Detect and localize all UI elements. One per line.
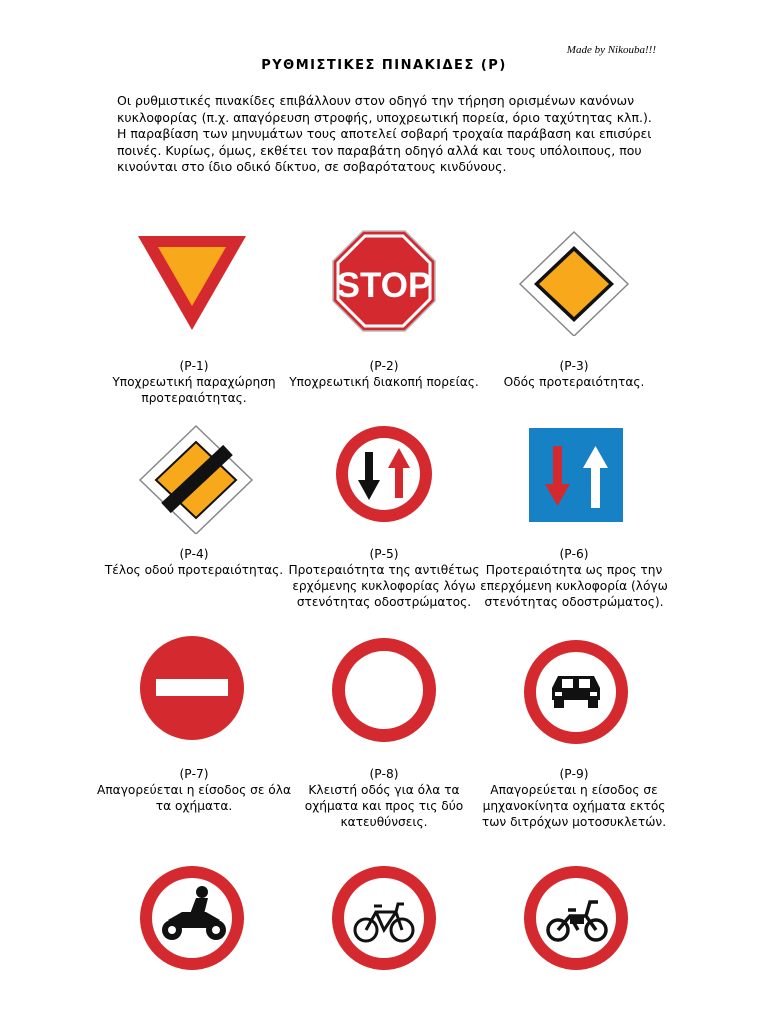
yield-sign-icon: [128, 226, 256, 336]
oncoming-priority-sign-icon: [320, 418, 448, 528]
sign-caption-p6: (Ρ-6) Προτεραιότητα ως προς την επερχόμενη κυκλοφορία (λόγω στενότητας οδοστρώματος).: [480, 547, 668, 609]
no-motorcycles-sign-icon: [128, 862, 256, 972]
priority-over-oncoming-sign-icon: [512, 422, 640, 532]
no-entry-sign-icon: [128, 634, 256, 744]
sign-caption-p5: (Ρ-5) Προτεραιότητα της αντιθέτως ερχόμενης κυκλοφορίας λόγω στενότητας οδοστρώματος.: [288, 547, 480, 609]
intro-paragraph: Οι ρυθμιστικές πινακίδες επιβάλλουν στον οδηγό την τήρηση ορισμένων κανόνων κυκλοφορίας (π.χ. απαγόρευση στροφής, υποχρεωτική πορεία, όριο ταχύτητας κλπ.). Η παραβίαση των μηνυμάτων τους αποτελεί σοβαρή τροχαία παράβαση και επισύρει ποινές. Κυρίως, όμως, εκθέτει τον παραβάτη οδηγό αλλά και τους υπόλοιπους, που κινούνται στο ίδιο οδικό δίκτυο, σε σοβαρότατους κινδύνους.: [117, 93, 652, 174]
road-closed-sign-icon: [320, 634, 448, 744]
no-motor-vehicles-sign-icon: [512, 636, 640, 746]
sign-caption-p9: (Ρ-9) Απαγορεύεται η είσοδος σε μηχανοκίνητα οχήματα εκτός των διτρόχων μοτοσυκλετών.: [481, 767, 667, 829]
svg-text:STOP: STOP: [336, 266, 432, 305]
credit: Made by Nikouba!!!: [566, 44, 656, 56]
end-priority-road-sign-icon: [132, 424, 260, 534]
page-title: ΡΥΘΜΙΣΤΙΚΕΣ ΠΙΝΑΚΙΔΕΣ (Ρ): [261, 58, 507, 73]
stop-sign-icon: [320, 226, 448, 336]
no-bicycles-sign-icon: [320, 862, 448, 972]
sign-caption-p7: (Ρ-7) Απαγορεύεται η είσοδος σε όλα τα οχήματα.: [96, 767, 292, 813]
sign-caption-p8: (Ρ-8) Κλειστή οδός για όλα τα οχήματα και προς τις δύο κατευθύνσεις.: [304, 767, 464, 829]
sign-caption-p4: (Ρ-4) Τέλος οδού προτεραιότητας.: [104, 547, 284, 577]
sign-caption-p3: (Ρ-3) Οδός προτεραιότητας.: [503, 359, 645, 389]
sign-caption-p2: (Ρ-2) Υποχρεωτική διακοπή πορείας.: [289, 359, 479, 389]
priority-road-sign-icon: [510, 226, 638, 336]
sign-caption-p1: (Ρ-1) Υποχρεωτική παραχώρηση προτεραιότητας.: [112, 359, 276, 405]
no-mopeds-sign-icon: [512, 862, 640, 972]
